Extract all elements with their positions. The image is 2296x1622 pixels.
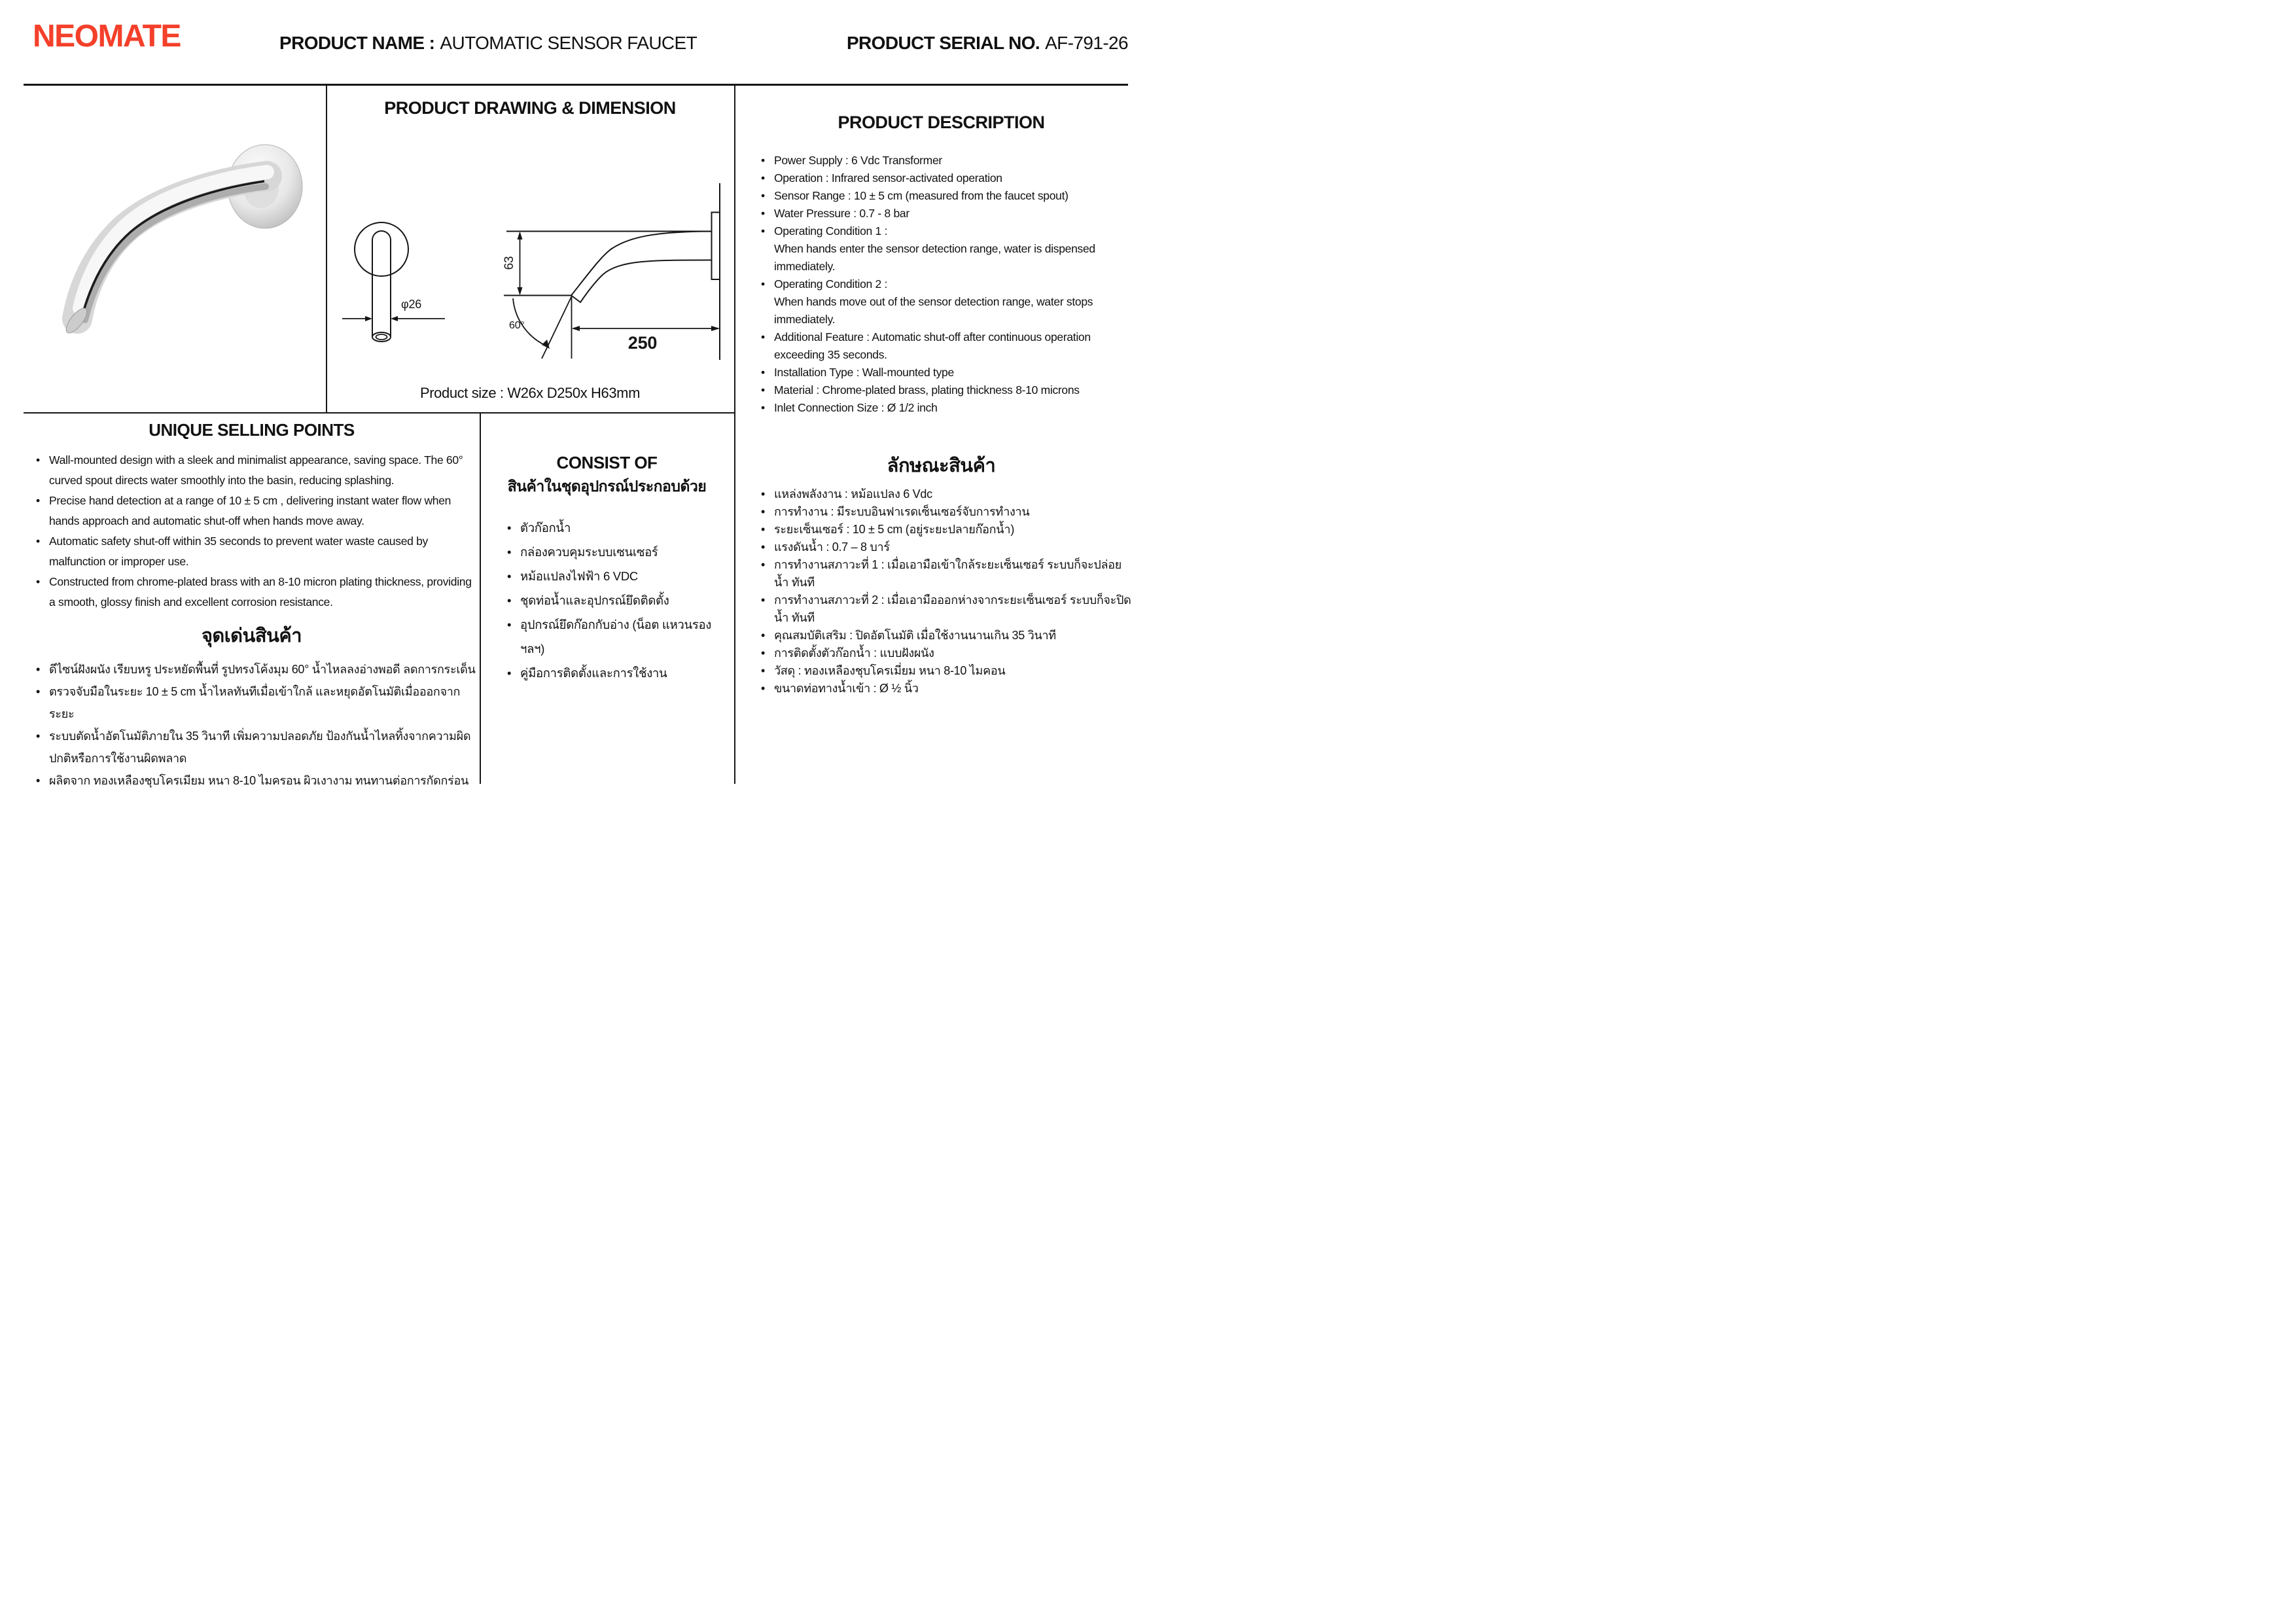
list-item xyxy=(759,556,1133,591)
product-serial xyxy=(847,33,1128,54)
bullet-icon: • xyxy=(761,523,766,536)
list-item xyxy=(759,381,1129,399)
bullet-icon: • xyxy=(36,663,41,676)
bullet-icon: • xyxy=(761,171,765,185)
list-item-text: Precise hand detection at a range of 10 ± 5 cm , delivering instant water flow when hands approach and automatic shut-off when hands move away. xyxy=(49,494,451,527)
list-item-text: กล่องควบคุมระบบเซนเซอร์ xyxy=(520,545,658,559)
product-name xyxy=(279,33,697,54)
usp-thai-list xyxy=(34,658,478,792)
usp-section-title: UNIQUE SELLING POINTS xyxy=(149,420,355,440)
list-item xyxy=(759,152,1129,169)
list-item xyxy=(34,450,476,491)
list-item-text: Sensor Range : 10 ± 5 cm (measured from the faucet spout) xyxy=(774,189,1069,202)
bullet-icon: • xyxy=(507,521,512,535)
list-item-text: ดีไซน์ฝังผนัง เรียบหรู ประหยัดพื้นที่ รูปทรงโค้งมุม 60° น้ำไหลลงอ่างพอดี ลดการกระเด็น xyxy=(49,663,476,676)
list-item xyxy=(505,588,728,612)
list-item xyxy=(34,491,476,531)
bullet-icon: • xyxy=(507,666,512,680)
list-item xyxy=(34,658,478,680)
list-item xyxy=(505,516,728,540)
list-item-text: แหล่งพลังงาน : หม้อแปลง 6 Vdc xyxy=(774,487,932,501)
list-item xyxy=(759,521,1133,538)
bullet-icon: • xyxy=(761,540,766,554)
product-size-text: Product size : W26x D250x H63mm xyxy=(419,385,641,401)
spec-thai-list xyxy=(759,485,1133,697)
list-item-text: Water Pressure : 0.7 - 8 bar xyxy=(774,207,910,220)
list-item-text: Automatic safety shut-off within 35 seconds to prevent water waste caused by malfunction or improper use. xyxy=(49,535,429,568)
list-item-text: Material : Chrome-plated brass, plating thickness 8-10 microns xyxy=(774,383,1080,397)
list-item-text: ระยะเซ็นเซอร์ : 10 ± 5 cm (อยู่ระยะปลายก๊อกน้ำ) xyxy=(774,523,1015,536)
list-item-text: When hands enter the sensor detection range, water is dispensed immediately. xyxy=(774,242,1095,273)
product-photo xyxy=(39,134,314,353)
bullet-icon: • xyxy=(761,383,765,397)
header-divider xyxy=(24,84,1128,86)
list-item-text: การทำงานสภาวะที่ 1 : เมื่อเอามือเข้าใกล้ระยะเซ็นเซอร์ ระบบก็จะปล่อยน้ำ ทันที xyxy=(774,558,1122,589)
list-item-text: หม้อแปลงไฟฟ้า 6 VDC xyxy=(520,569,638,583)
list-item-text: ผลิตจาก ทองเหลืองชุบโครเมียม หนา 8-10 ไมครอน ผิวเงางาม ทนทานต่อการกัดกร่อน xyxy=(49,774,468,787)
bullet-icon: • xyxy=(36,685,41,698)
list-item-text: Additional Feature : Automatic shut-off after continuous operation exceeding 35 seconds. xyxy=(774,330,1091,361)
list-item xyxy=(505,564,728,588)
list-item xyxy=(505,540,728,564)
horizontal-divider-middle xyxy=(24,412,735,414)
list-item xyxy=(759,328,1129,364)
list-item-text: Constructed from chrome-plated brass with an 8-10 micron plating thickness, providing a smooth, glossy finish and excellent corrosion resistance. xyxy=(49,575,472,608)
list-item-text: การทำงานสภาวะที่ 2 : เมื่อเอามือออกห่างจากระยะเซ็นเซอร์ ระบบก็จะปิดน้ำ ทันที xyxy=(774,593,1131,624)
bullet-icon: • xyxy=(761,366,765,379)
list-item xyxy=(759,205,1129,222)
bullet-icon: • xyxy=(507,593,512,607)
list-item-text: Operation : Infrared sensor-activated operation xyxy=(774,171,1002,185)
bullet-icon: • xyxy=(761,593,766,607)
list-item xyxy=(759,169,1129,187)
list-item xyxy=(34,531,476,572)
bullet-icon: • xyxy=(761,505,766,518)
list-item-text: วัสดุ : ทองเหลืองชุบโครเมี่ยม หนา 8-10 ไมคอน xyxy=(774,664,1006,677)
list-item xyxy=(759,591,1133,627)
list-item xyxy=(759,662,1133,680)
bullet-icon: • xyxy=(36,730,41,743)
list-item xyxy=(759,485,1133,503)
bullet-icon: • xyxy=(761,682,766,695)
consist-section-title-en: CONSIST OF xyxy=(556,453,658,472)
list-item-text: ระบบตัดน้ำอัตโนมัติภายใน 35 วินาที เพิ่มความปลอดภัย ป้องกันน้ำไหลทิ้งจากความผิดปกติหรือการใช้งานผิดพลาด xyxy=(49,730,471,765)
list-item-text: Operating Condition 1 : xyxy=(774,224,888,238)
list-item-text: Power Supply : 6 Vdc Transformer xyxy=(774,154,942,167)
list-item-text: การติดตั้งตัวก๊อกน้ำ : แบบฝังผนัง xyxy=(774,646,934,660)
list-item-text: ชุดท่อน้ำและอุปกรณ์ยึดติดตั้ง xyxy=(520,593,669,607)
depth-dimension-label: 250 xyxy=(627,333,658,353)
list-item xyxy=(759,503,1133,521)
list-item xyxy=(759,240,1129,275)
list-item xyxy=(759,680,1133,697)
list-item-text: คู่มือการติดตั้งและการใช้งาน xyxy=(520,666,667,680)
angle-dimension-label: 60° xyxy=(509,320,525,331)
list-item xyxy=(505,612,728,661)
list-item xyxy=(34,769,478,792)
bullet-icon: • xyxy=(36,575,40,588)
list-item-text: ขนาดท่อทางน้ำเข้า : Ø ½ นิ้ว xyxy=(774,682,919,695)
bullet-icon: • xyxy=(761,629,766,642)
description-list xyxy=(759,152,1129,417)
list-item-text: แรงดันน้ำ : 0.7 – 8 บาร์ xyxy=(774,540,890,554)
list-item-text: อุปกรณ์ยึดก๊อกกับอ่าง (น็อต แหวนรอง ฯลฯ) xyxy=(520,618,712,656)
brand-logo: NEOMATE xyxy=(33,19,181,54)
bullet-icon: • xyxy=(507,618,512,631)
bullet-icon: • xyxy=(761,646,766,660)
product-serial-value: AF-791-26 xyxy=(1045,33,1128,53)
list-item xyxy=(759,293,1129,328)
product-name-label: PRODUCT NAME : xyxy=(279,33,435,53)
bullet-icon: • xyxy=(36,453,40,467)
product-serial-label: PRODUCT SERIAL NO. xyxy=(846,33,1040,53)
usp-list xyxy=(34,450,476,612)
list-item-text: Wall-mounted design with a sleek and minimalist appearance, saving space. The 60° curved spout directs water smoothly into the basin, reducing splashing. xyxy=(49,453,463,487)
consist-list xyxy=(505,516,728,685)
spec-sheet-page xyxy=(0,0,1148,811)
list-item xyxy=(759,627,1133,644)
drawing-section-title: PRODUCT DRAWING & DIMENSION xyxy=(384,98,676,118)
list-item-text: ตัวก๊อกน้ำ xyxy=(520,521,571,535)
consist-section-title-th: สินค้าในชุดอุปกรณ์ประกอบด้วย xyxy=(507,478,707,495)
vertical-divider-photo-drawing xyxy=(326,84,327,412)
usp-thai-section-title: จุดเด่นสินค้า xyxy=(201,626,302,646)
bullet-icon: • xyxy=(761,277,765,291)
bullet-icon: • xyxy=(36,535,40,548)
list-item-text: การทำงาน : มีระบบอินฟาเรดเซ็นเซอร์จับการทำงาน xyxy=(774,505,1030,518)
list-item-text: Operating Condition 2 : xyxy=(774,277,888,291)
bullet-icon: • xyxy=(761,558,766,571)
list-item-text: ตรวจจับมือในระยะ 10 ± 5 cm น้ำไหลทันทีเมื่อเข้าใกล้ และหยุดอัตโนมัติเมื่อออกจากระยะ xyxy=(49,685,461,720)
front-view-drawing xyxy=(337,219,448,353)
list-item xyxy=(759,399,1129,417)
list-item-text: Installation Type : Wall-mounted type xyxy=(774,366,954,379)
bullet-icon: • xyxy=(36,494,40,507)
list-item xyxy=(759,538,1133,556)
list-item xyxy=(505,661,728,685)
list-item-text: Inlet Connection Size : Ø 1/2 inch xyxy=(774,401,938,414)
bullet-icon: • xyxy=(507,569,512,583)
bullet-icon: • xyxy=(761,664,766,677)
list-item xyxy=(759,187,1129,205)
bullet-icon: • xyxy=(507,545,512,559)
bullet-icon: • xyxy=(761,330,765,344)
spec-thai-section-title: ลักษณะสินค้า xyxy=(887,455,996,476)
bullet-icon: • xyxy=(761,401,765,414)
list-item xyxy=(759,222,1129,240)
bullet-icon: • xyxy=(761,224,765,238)
side-view-drawing xyxy=(504,183,736,360)
list-item xyxy=(759,644,1133,662)
bullet-icon: • xyxy=(761,487,766,501)
description-section-title: PRODUCT DESCRIPTION xyxy=(838,113,1045,132)
list-item xyxy=(34,725,478,769)
list-item xyxy=(759,275,1129,293)
list-item xyxy=(34,572,476,612)
product-name-value: AUTOMATIC SENSOR FAUCET xyxy=(440,33,698,53)
list-item xyxy=(759,364,1129,381)
bullet-icon: • xyxy=(761,154,765,167)
bullet-icon: • xyxy=(761,207,765,220)
list-item-text: When hands move out of the sensor detection range, water stops immediately. xyxy=(774,295,1093,326)
bullet-icon: • xyxy=(36,774,41,787)
diameter-dimension-label: φ26 xyxy=(401,298,422,311)
list-item xyxy=(34,680,478,725)
bullet-icon: • xyxy=(761,189,765,202)
height-dimension-label: 63 xyxy=(503,256,516,270)
list-item-text: คุณสมบัติเสริม : ปิดอัตโนมัติ เมื่อใช้งานนานเกิน 35 วินาที xyxy=(774,629,1056,642)
